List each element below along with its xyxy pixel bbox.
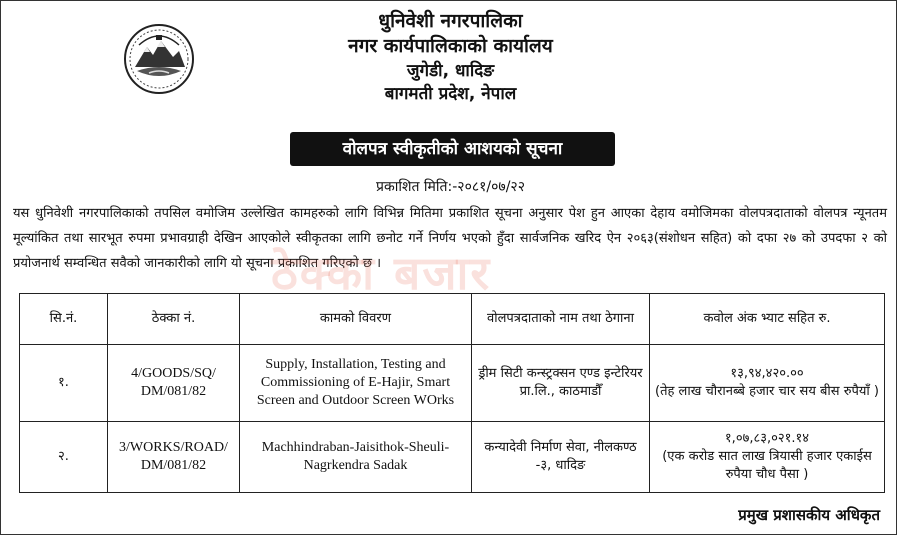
office-name: नगर कार्यपालिकाको कार्यालय	[348, 35, 553, 57]
col-header-description: कामको विवरण	[240, 294, 472, 345]
col-header-bidder: वोलपत्रदाताको नाम तथा ठेगाना	[472, 294, 650, 345]
notice-title: वोलपत्र स्वीकृतीको आशयको सूचना	[290, 132, 615, 166]
col-header-sn: सि.नं.	[20, 294, 108, 345]
row-contract-no: 4/GOODS/SQ/ DM/081/82	[108, 345, 240, 422]
row-amount-words: (एक करोड सात लाख त्रियासी हजार एकाईस रुपैया चौध पैसा )	[662, 449, 872, 482]
row-contract-no: 3/WORKS/ROAD/ DM/081/82	[108, 422, 240, 493]
signatory-title: प्रमुख प्रशासकीय अधिकृत	[738, 506, 880, 524]
notice-body: यस धुनिवेशी नगरपालिकाको तपसिल वमोजिम उल्लेखित कामहरुको लागि विभिन्न मितिमा प्रकाशित सूचना अनुसार पेश हुन आएका देहाय वमोजिमका वोलपत्रदाताको वोलपत्र न्यूनतम मूल्यांकित तथा सारभूत रुपमा प्रभावग्राही देखिन आएकोले स्वीकृतका लागि छनोट गर्ने निर्णय भएको हुँदा सार्वजनिक खरिद ऐन २०६३(संशोधन सहित) को दफा २७ को उपदफा २ को प्रयोजनार्थ सम्वन्धित सवैको जानकारीको लागि यो सूचना प्रकाशित गरिएको छ ।	[13, 206, 887, 271]
row-description: Machhindraban-Jaisithok-Sheuli-Nagrkendra Sadak	[240, 422, 472, 493]
col-header-contract-no: ठेक्का नं.	[108, 294, 240, 345]
row-amount-cell	[650, 422, 885, 493]
row-amount: १३,९४,४२०.००	[730, 366, 804, 381]
office-location: जुगेडी, धादिङ	[406, 61, 495, 81]
row-sn: २.	[20, 422, 108, 493]
watermark-text: ठेक्का बजार	[271, 246, 492, 300]
col-header-amount: कवोल अंक भ्याट सहित रु.	[650, 294, 885, 345]
row-amount-cell	[650, 345, 885, 422]
row-bidder: ड्रीम सिटी कन्स्ट्रक्सन एण्ड इन्टेरियर प्रा.लि., काठमाडौँ	[472, 345, 650, 422]
row-amount-words: (तेह लाख चौरानब्बे हजार चार सय बीस रुपैयाँ )	[655, 384, 879, 399]
row-description: Supply, Installation, Testing and Commissioning of E-Hajir, Smart Screen and Outdoor Screen WOrks	[240, 345, 472, 422]
row-sn: १.	[20, 345, 108, 422]
table-row	[20, 345, 885, 422]
province-country: बागमती प्रदेश, नेपाल	[384, 84, 517, 104]
table-header-row	[20, 294, 885, 345]
table-row	[20, 422, 885, 493]
row-bidder: कन्यादेवी निर्माण सेवा, नीलकण्ठ -३, धादिङ	[472, 422, 650, 493]
published-date: प्रकाशित मिति:-२०८१/०७/२२	[376, 179, 525, 195]
row-amount: १,०७,८३,०२१.१४	[724, 431, 810, 446]
municipality-name: धुनिवेशी नगरपालिका	[378, 10, 523, 32]
bid-table	[19, 293, 885, 493]
